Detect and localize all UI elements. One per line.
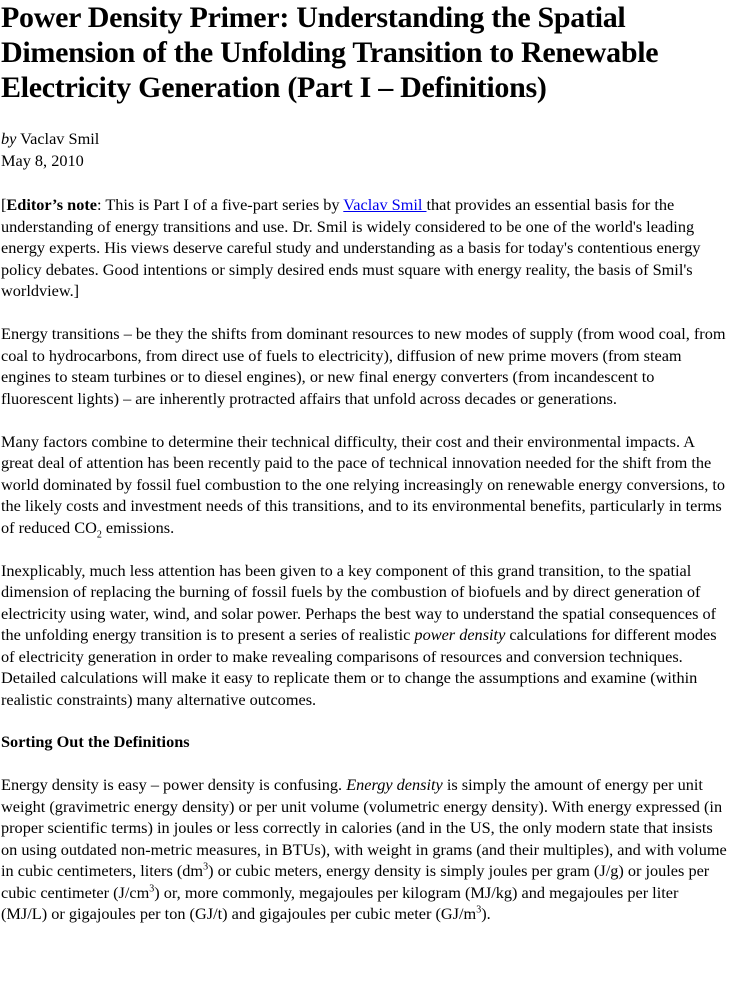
paragraph-many-factors [1, 431, 727, 539]
energy-density-intro: Energy density is easy – power density is confusing. [1, 775, 347, 794]
paragraph-energy-density [1, 774, 727, 925]
energy-density-text-3: ) or, more commonly, megajoules per kilogram (MJ/kg) and megajoules per liter (MJ/L) or gigajoules per ton (GJ/t) and gigajoules per cubic meter (GJ/m [1, 882, 679, 923]
paragraph-inexplicably-text: Inexplicably, much less attention has been given to a key component of this grand transition, to the spatial dimension of replacing the burning of fossil fuels by the combustion of biofuels and by direct generation of electricity using water, wind, and solar power. Perhaps the best way to understand the spatial consequences of the unfolding energy transition is to present a series of realistic [1, 560, 717, 644]
article [1, 0, 727, 925]
section-heading: Sorting Out the Definitions [1, 732, 190, 751]
author-link[interactable]: Vaclav Smil [343, 195, 427, 214]
paragraph-many-factors-end: emissions. [101, 517, 175, 537]
byline [1, 128, 727, 171]
article-title: Power Density Primer: Understanding the Spatial Dimension of the Unfolding Transition to Renewable Electricity Generation (Part I – Definitions) [1, 1, 659, 104]
energy-density-emphasis: Energy density [346, 775, 443, 794]
editors-note-text-after-link: that provides an essential basis for the understanding of energy transitions and use. Dr. Smil is widely considered to be one of the world's leading energy experts. His views deserve careful study and understanding as a basis for today's contentious energy policy debates. Good intentions or simply desired ends must square with energy reality, the basis of Smil's worldview.] [1, 195, 701, 300]
energy-density-text-4: ). [481, 904, 491, 923]
by-label: by [1, 129, 17, 148]
paragraph-energy-transitions: Energy transitions – be they the shifts from dominant resources to new modes of supply (from wood coal, from coal to hydrocarbons, from direct use of fuels to electricity), diffusion of new prime movers (from steam engines to steam turbines or to diesel engines), or new final energy converters (from incandescent to fluorescent lights) – are inherently protracted affairs that unfold across decades or generations. [1, 324, 726, 408]
energy-density-text-2: ) or cubic meters, energy density is simply joules per gram (J/g) or joules per cubic centimeter (J/cm [1, 861, 710, 902]
superscript-m3: 3 [476, 904, 482, 916]
paragraph-many-factors-text: Many factors combine to determine their technical difficulty, their cost and their environmental impacts. A great deal of attention has been recently paid to the pace of technical innovation needed for the shift from the world dominated by fossil fuel combustion to the one relying increasingly on renewable energy conversions, to the likely costs and investment needs of this transitions, and to its environmental benefits, particularly in terms of reduced CO [1, 431, 726, 537]
paragraph-inexplicably-end: calculations for different modes of electricity generation in order to make revealing comparisons of resources and conversion techniques. Detailed calculations will make it easy to replicate them or to change the assumptions and examine (within realistic constraints) many alternative outcomes. [1, 625, 717, 709]
editors-note [1, 194, 727, 302]
author-line [1, 128, 727, 150]
editors-note-label: Editor’s note [6, 195, 98, 214]
publish-date: May 8, 2010 [1, 150, 84, 170]
co2-subscript: 2 [96, 528, 102, 540]
superscript-dm3: 3 [203, 861, 209, 873]
author-name: Vaclav Smil [20, 129, 100, 148]
paragraph-inexplicably [1, 560, 727, 711]
superscript-cm3: 3 [149, 883, 155, 895]
energy-density-text-1: is simply the amount of energy per unit weight (gravimetric energy density) or per unit volume (volumetric energy density). With energy expressed (in proper scientific terms) in joules or less correctly in calories (and in the US, the only modern state that insists on using outdated non-metric measures, in BTUs), with weight in grams (and their multiples), and with volume in cubic centimeters, liters (dm [1, 775, 727, 880]
editors-note-text-before-link: : This is Part I of a five-part series by [97, 195, 344, 214]
power-density-emphasis: power density [414, 625, 506, 644]
editors-note-open-bracket: [ [1, 195, 7, 214]
